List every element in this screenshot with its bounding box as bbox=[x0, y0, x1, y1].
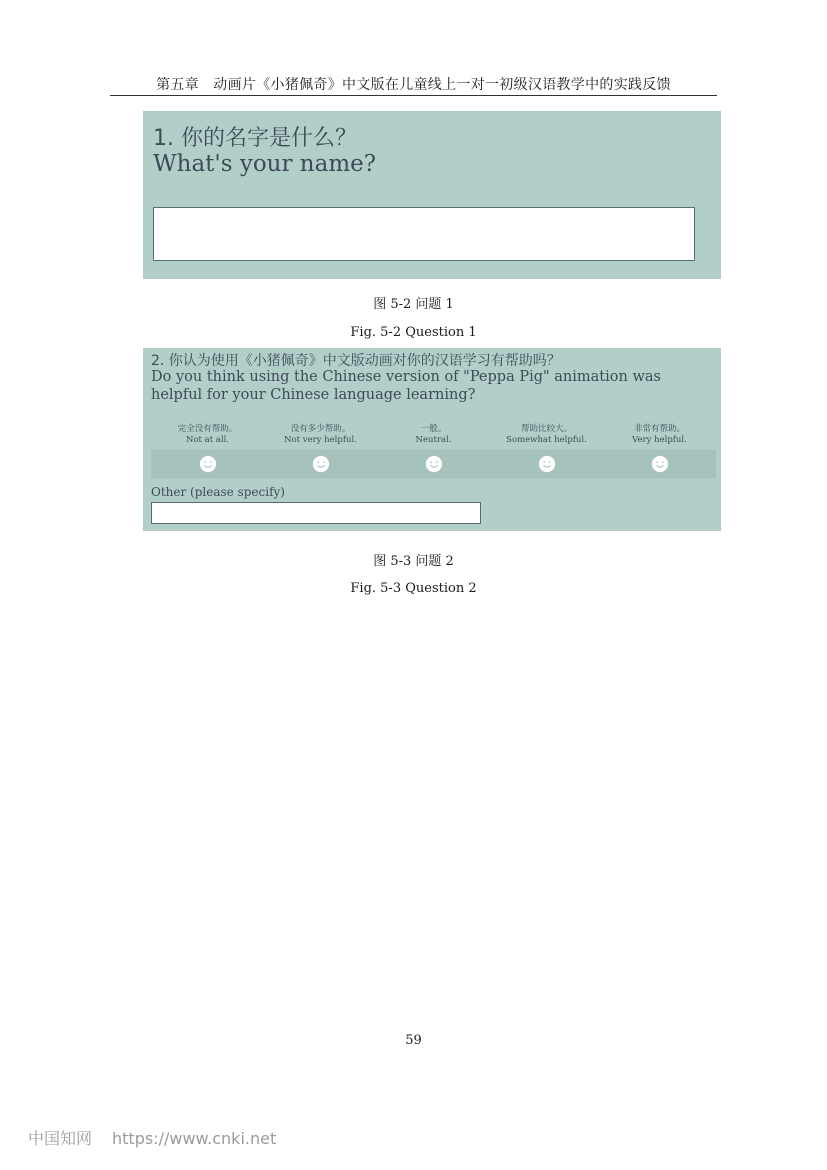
rating-option-label-en: Not at all. bbox=[185, 435, 230, 445]
other-specify-label: Other (please specify) bbox=[151, 485, 285, 499]
running-header: 第五章 动画片《小猪佩奇》中文版在儿童线上一对一初级汉语教学中的实践反馈 bbox=[156, 77, 671, 93]
rating-option-label-cn: 帮助比较大。 bbox=[520, 424, 572, 434]
smiley-face-icon bbox=[312, 455, 330, 473]
cnki-watermark bbox=[28, 1126, 276, 1149]
rating-option-label bbox=[377, 424, 490, 448]
page-number: 59 bbox=[405, 1033, 422, 1048]
rating-option-somewhat-helpful[interactable] bbox=[490, 455, 603, 473]
rating-option-label-cn: 非常有帮助。 bbox=[633, 424, 685, 434]
name-answer-field[interactable] bbox=[153, 207, 695, 261]
figure-5-3-caption-cn: 图 5-3 问题 2 bbox=[373, 554, 454, 569]
rating-scale-row bbox=[151, 450, 716, 478]
rating-option-neutral[interactable] bbox=[377, 455, 490, 473]
rating-option-label-en: Somewhat helpful. bbox=[506, 435, 587, 445]
other-specify-input[interactable] bbox=[151, 502, 481, 524]
rating-option-label bbox=[490, 424, 603, 448]
smiley-face-icon bbox=[425, 455, 443, 473]
figure-5-3-caption-en: Fig. 5-3 Question 2 bbox=[350, 581, 477, 596]
question-1-title-en: What's your name? bbox=[153, 151, 377, 177]
figure-5-2-caption-en: Fig. 5-2 Question 1 bbox=[350, 325, 477, 340]
rating-option-label bbox=[151, 424, 264, 448]
rating-scale-labels bbox=[151, 424, 716, 448]
rating-option-label-en: Neutral. bbox=[415, 435, 452, 445]
question-1-title-cn: 1. 你的名字是什么？ bbox=[153, 126, 357, 151]
rating-option-label-cn: 没有多少帮助。 bbox=[290, 424, 351, 434]
question-2-title-en: Do you think using the Chinese version of "Peppa Pig" animation was helpful for your Chinese language learning? bbox=[151, 369, 661, 403]
question-2-title-cn: 2. 你认为使用《小猪佩奇》中文版动画对你的汉语学习有帮助吗？ bbox=[151, 353, 561, 369]
rating-option-label-cn: 一般。 bbox=[420, 424, 447, 434]
figure-5-2-caption-cn: 图 5-2 问题 1 bbox=[373, 297, 454, 312]
rating-option-not-at-all[interactable] bbox=[151, 455, 264, 473]
watermark-site-name: 中国知网 bbox=[28, 1129, 93, 1148]
rating-option-very-helpful[interactable] bbox=[603, 455, 716, 473]
rating-option-label-en: Not very helpful. bbox=[284, 435, 357, 445]
smiley-face-icon bbox=[538, 455, 556, 473]
question-1-panel bbox=[143, 111, 721, 279]
rating-option-not-very-helpful[interactable] bbox=[264, 455, 377, 473]
rating-option-label-en: Very helpful. bbox=[632, 435, 687, 445]
question-2-panel bbox=[143, 348, 721, 531]
rating-option-label-cn: 完全没有帮助。 bbox=[177, 424, 238, 434]
rating-scale bbox=[151, 424, 716, 478]
smiley-face-icon bbox=[199, 455, 217, 473]
header-rule bbox=[110, 95, 717, 96]
watermark-url: https://www.cnki.net bbox=[112, 1129, 277, 1148]
rating-option-label bbox=[264, 424, 377, 448]
smiley-face-icon bbox=[651, 455, 669, 473]
rating-option-label bbox=[603, 424, 716, 448]
